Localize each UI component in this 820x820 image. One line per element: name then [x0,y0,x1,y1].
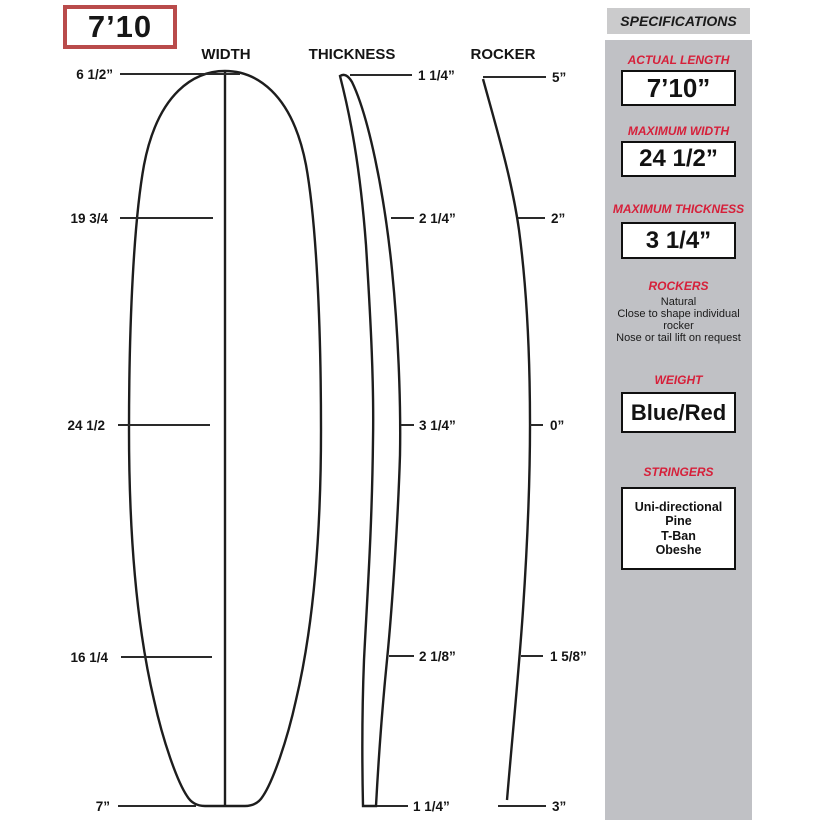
stringer-option: T-Ban [661,528,696,543]
maximum-width-value: 24 1/2” [639,145,718,172]
rockers-line: rocker [663,320,694,332]
maximum-thickness-heading: MAXIMUM THICKNESS [612,202,745,216]
maximum-width-heading: MAXIMUM WIDTH [627,124,730,138]
rockers-line: Close to shape individual [617,308,740,320]
rockers-line: Nose or tail lift on request [616,332,741,344]
weight-heading: WEIGHT [654,373,703,387]
rocker-mark-label: 5” [552,70,567,85]
thickness-mark-label: 2 1/4” [419,211,456,226]
rockers-description [605,296,752,344]
rocker-mark-label: 2” [551,211,566,226]
stringer-option: Uni-directional [634,499,723,514]
rocker-mark-label: 1 5/8” [550,649,587,664]
width-mark-label: 6 1/2” [76,67,113,82]
weight-value: Blue/Red [630,399,727,425]
specifications-header-bar [607,8,750,34]
maximum-thickness-value-box [621,222,736,259]
actual-length-value: 7’10” [646,72,711,103]
stringers-value-box [621,487,736,570]
stringers-heading: STRINGERS [643,465,714,479]
thickness-mark-label: 2 1/8” [419,649,456,664]
thickness-column-header: THICKNESS [308,46,396,63]
stringer-option: Pine [665,514,692,528]
width-mark-label: 7” [95,799,110,814]
rockers-line: Natural [660,296,697,308]
actual-length-heading: ACTUAL LENGTH [627,53,730,67]
specifications-sidebar [605,0,752,820]
width-column-header: WIDTH [201,46,251,63]
weight-value-box [621,392,736,433]
rocker-mark-label: 3” [552,799,567,814]
stringer-option: Obeshe [655,543,702,557]
width-mark-label: 19 3/4 [70,211,108,226]
rocker-mark-label: 0” [550,418,565,433]
rocker-profile-path [483,79,530,800]
maximum-width-value-box [621,141,736,177]
model-title: 7’10 [87,9,153,44]
specifications-header: SPECIFICATIONS [620,13,737,29]
width-mark-label: 24 1/2 [67,418,105,433]
thickness-profile-path [340,75,400,806]
thickness-mark-label: 1 1/4” [418,68,455,83]
thickness-mark-label: 3 1/4” [419,418,456,433]
rockers-heading: ROCKERS [648,279,709,293]
rocker-column-header: ROCKER [470,46,536,63]
actual-length-value-box [621,70,736,106]
thickness-mark-label: 1 1/4” [413,799,450,814]
maximum-thickness-value: 3 1/4” [645,226,712,254]
width-mark-label: 16 1/4 [70,650,108,665]
